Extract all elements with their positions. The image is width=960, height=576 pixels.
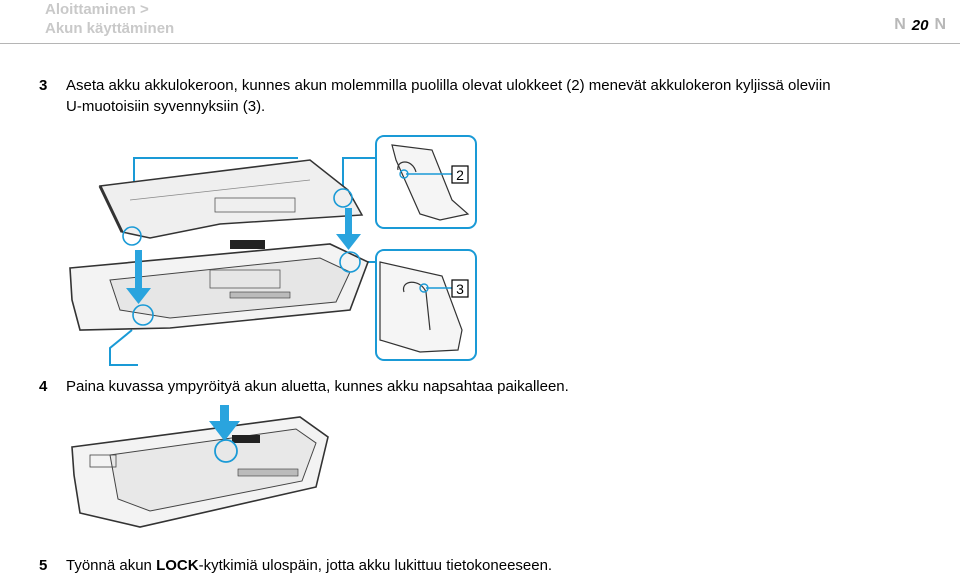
step-number: 4	[39, 378, 48, 395]
callout-label-3: 3	[456, 281, 464, 297]
battery-pack	[100, 160, 362, 238]
step-number: 5	[39, 557, 48, 574]
battery-press-illustration	[0, 395, 960, 545]
next-page-arrow-icon[interactable]: N	[934, 16, 946, 33]
step-text: Työnnä akun LOCK-kytkimiä ulospäin, jotta akku lukittuu tietokoneeseen.	[66, 557, 553, 574]
detail-notch-view	[376, 250, 476, 360]
breadcrumb-parent[interactable]: Aloittaminen >	[45, 1, 149, 18]
step-text-cont: U-muotoisiin syvennyksiin (3).	[66, 98, 266, 115]
page-number: 20	[911, 16, 929, 34]
detail-tab-view	[376, 136, 476, 228]
callout-label-2: 2	[456, 167, 464, 183]
step-text: Aseta akku akkulokeroon, kunnes akun molemmilla puolilla olevat ulokkeet (2) menevät akkulokeron kyljissä oleviin	[66, 77, 831, 94]
step-number: 3	[39, 77, 48, 94]
laptop-base	[70, 240, 368, 330]
step-text: Paina kuvassa ympyröityä akun aluetta, kunnes akku napsahtaa paikalleen.	[66, 378, 569, 395]
prev-page-arrow-icon[interactable]: N	[894, 16, 906, 33]
lock-label: LOCK	[156, 557, 199, 574]
breadcrumb-current: Akun käyttäminen	[45, 20, 175, 37]
laptop-base-closed	[72, 417, 328, 527]
